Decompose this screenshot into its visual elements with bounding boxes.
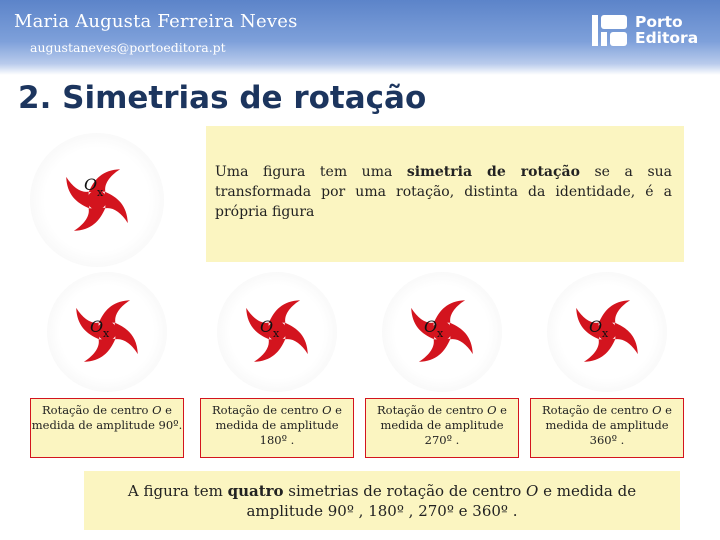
caption-text-start: Rotação de centro xyxy=(41,403,153,417)
author-name: Maria Augusta Ferreira Neves xyxy=(14,11,298,32)
main-center-mark: x xyxy=(97,186,104,199)
figure-2-center-mark: x xyxy=(273,327,280,340)
summary-count: quatro xyxy=(227,482,284,500)
figure-3-center-label: O xyxy=(424,317,438,336)
caption-text-start: Rotação de centro xyxy=(541,403,653,417)
summary-text-3: e medida de amplitude 90º , 180º , 270º e 360º . xyxy=(246,482,637,520)
caption-center: O xyxy=(487,403,497,417)
caption-rotation-360 xyxy=(530,398,684,458)
caption-center: O xyxy=(322,403,332,417)
figure-4-center-label: O xyxy=(589,317,603,336)
caption-text-end: e medida de amplitude 270º . xyxy=(380,403,507,447)
caption-center: O xyxy=(652,403,662,417)
figure-2-center-label: O xyxy=(260,317,274,336)
summary-box xyxy=(84,471,680,530)
caption-text-end: e medida de amplitude 90º. xyxy=(31,403,183,432)
figure-3-center-mark: x xyxy=(437,327,444,340)
logo-text-editora: Editora xyxy=(635,29,699,47)
definition-box xyxy=(206,126,684,262)
caption-text-end: e medida de amplitude 360º . xyxy=(545,403,672,447)
caption-text-start: Rotação de centro xyxy=(211,403,323,417)
caption-center: O xyxy=(152,403,162,417)
figure-4-center-mark: x xyxy=(602,327,609,340)
summary-text-1: A figura tem xyxy=(127,482,228,500)
summary-center: O xyxy=(526,482,539,500)
author-email: augustaneves@portoeditora.pt xyxy=(30,40,226,55)
caption-rotation-270 xyxy=(365,398,519,458)
caption-text-end: e medida de amplitude 180º . xyxy=(215,403,342,447)
logo-mark-icon xyxy=(592,14,632,48)
definition-text-start: Uma figura tem uma xyxy=(215,164,407,180)
logo-text-porto: Porto xyxy=(635,13,683,31)
summary-text-2: simetrias de rotação de centro xyxy=(283,482,527,500)
page-title: 2. Simetrias de rotação xyxy=(18,80,427,116)
main-center-label: O xyxy=(84,175,98,194)
caption-text-start: Rotação de centro xyxy=(376,403,488,417)
definition-term: simetria de rotação xyxy=(406,164,580,180)
porto-editora-logo xyxy=(592,13,699,48)
figure-1-center-mark: x xyxy=(103,327,110,340)
caption-rotation-180 xyxy=(200,398,354,458)
header-banner xyxy=(0,0,720,75)
figure-1-center-label: O xyxy=(90,317,104,336)
definition-text-end: se a sua transformada por uma rotação, distinta da identidade, é a própria figura xyxy=(215,164,672,220)
caption-rotation-90 xyxy=(30,398,184,458)
